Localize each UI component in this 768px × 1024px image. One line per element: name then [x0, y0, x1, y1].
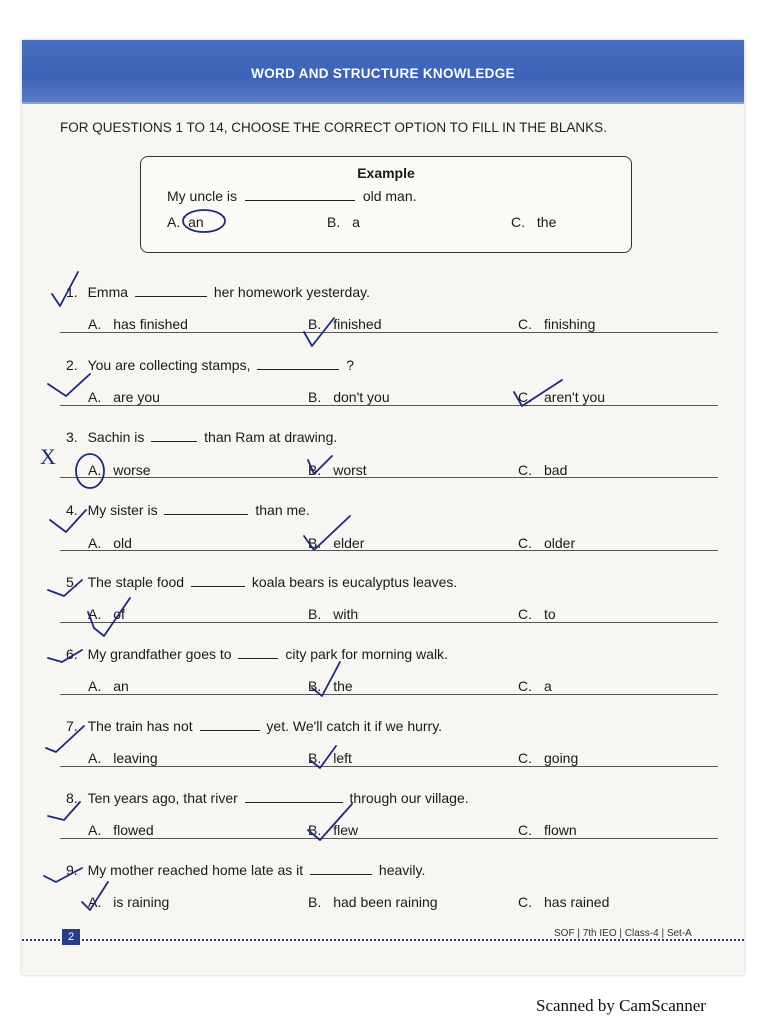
option-b[interactable]: [308, 750, 352, 766]
question-end: her homework yesterday.: [213, 284, 370, 300]
question-number: 2.: [66, 357, 78, 373]
option-a[interactable]: [88, 822, 154, 838]
question-9: [66, 862, 726, 934]
option-text: to: [544, 606, 556, 622]
option-letter: A.: [88, 535, 102, 551]
question-number: 5.: [66, 574, 78, 590]
option-text: a: [352, 214, 360, 230]
question-start: My sister is: [87, 502, 158, 518]
option-a[interactable]: [88, 894, 169, 910]
option-letter: C.: [518, 606, 532, 622]
question-end: than Ram at drawing.: [204, 429, 338, 445]
option-letter: C.: [518, 535, 532, 551]
option-letter: B.: [308, 894, 322, 910]
question-end: city park for morning walk.: [285, 646, 448, 662]
option-c[interactable]: [518, 462, 567, 478]
option-b[interactable]: [308, 389, 390, 405]
question-start: The train has not: [87, 718, 193, 734]
option-letter: C.: [518, 894, 532, 910]
option-a[interactable]: [88, 678, 129, 694]
option-a[interactable]: [88, 316, 188, 332]
option-text: is raining: [113, 894, 170, 910]
question-7: [66, 718, 726, 790]
option-letter: A.: [88, 822, 102, 838]
option-letter: A.: [88, 894, 102, 910]
option-text: leaving: [113, 750, 158, 766]
example-question-start: My uncle is: [167, 188, 238, 204]
divider: [60, 838, 718, 839]
question-text: [66, 502, 310, 518]
example-option-c: [511, 214, 556, 230]
option-text: an: [113, 678, 129, 694]
answer-blank: [200, 718, 260, 731]
option-text: aren't you: [544, 389, 606, 405]
option-a[interactable]: [88, 462, 151, 478]
option-letter: B.: [308, 462, 322, 478]
example-option-a: [167, 214, 204, 230]
question-text: [66, 646, 448, 662]
option-letter: A.: [88, 678, 102, 694]
example-question-end: old man.: [362, 188, 417, 204]
question-end: through our village.: [349, 790, 469, 806]
option-letter: A.: [88, 462, 102, 478]
question-6: [66, 646, 726, 718]
question-number: 7.: [66, 718, 78, 734]
option-c[interactable]: [518, 389, 605, 405]
option-a[interactable]: [88, 606, 125, 622]
option-letter: A.: [88, 750, 102, 766]
example-box: [140, 156, 632, 253]
question-text: [66, 574, 457, 590]
question-number: 3.: [66, 429, 78, 445]
question-number: 1.: [66, 284, 78, 300]
question-number: 9.: [66, 862, 78, 878]
divider: [60, 550, 718, 551]
option-text: elder: [333, 535, 365, 551]
question-8: [66, 790, 726, 862]
option-text: the: [333, 678, 353, 694]
answer-blank: [191, 574, 245, 587]
answer-blank: [257, 357, 339, 370]
option-c[interactable]: [518, 750, 578, 766]
question-start: Ten years ago, that river: [87, 790, 238, 806]
question-number: 6.: [66, 646, 78, 662]
answer-blank: [164, 502, 248, 515]
option-letter: A.: [88, 389, 102, 405]
worksheet-page: [22, 40, 744, 975]
question-end: koala bears is eucalyptus leaves.: [251, 574, 458, 590]
option-text: flew: [333, 822, 359, 838]
option-letter: C.: [518, 678, 532, 694]
divider: [60, 694, 718, 695]
question-number: 8.: [66, 790, 78, 806]
option-b[interactable]: [308, 316, 382, 332]
question-4: [66, 502, 726, 574]
divider: [60, 477, 718, 478]
option-text: going: [544, 750, 579, 766]
divider: [60, 332, 718, 333]
question-text: [66, 429, 337, 445]
option-letter: A.: [167, 214, 181, 230]
answer-blank: [245, 790, 343, 803]
question-end: yet. We'll catch it if we hurry.: [266, 718, 443, 734]
option-text: flowed: [113, 822, 154, 838]
answer-blank: [245, 188, 355, 201]
answer-blank: [151, 429, 197, 442]
option-letter: B.: [308, 750, 322, 766]
question-number: 4.: [66, 502, 78, 518]
option-c[interactable]: [518, 822, 577, 838]
question-text: [66, 357, 354, 373]
option-c[interactable]: [518, 606, 556, 622]
option-text: had been raining: [333, 894, 438, 910]
option-text: with: [333, 606, 359, 622]
option-letter: A.: [88, 606, 102, 622]
option-text: finished: [333, 316, 382, 332]
option-b[interactable]: [308, 535, 364, 551]
option-b[interactable]: [308, 822, 358, 838]
option-text: don't you: [333, 389, 390, 405]
option-text: has finished: [113, 316, 188, 332]
option-b[interactable]: [308, 606, 358, 622]
answer-blank: [310, 862, 372, 875]
option-text: worst: [333, 462, 367, 478]
question-start: The staple food: [87, 574, 185, 590]
question-text: [66, 284, 370, 300]
answer-blank: [238, 646, 278, 659]
question-3: [66, 429, 726, 501]
example-question: [167, 188, 417, 204]
option-letter: B.: [308, 389, 322, 405]
instructions: FOR QUESTIONS 1 TO 14, CHOOSE THE CORRECT OPTION TO FILL IN THE BLANKS.: [60, 120, 607, 135]
option-letter: C.: [518, 750, 532, 766]
option-b[interactable]: [308, 678, 353, 694]
option-letter: C.: [518, 462, 532, 478]
option-text: a: [544, 678, 552, 694]
section-title: WORD AND STRUCTURE KNOWLEDGE: [251, 66, 515, 81]
option-letter: C.: [518, 316, 532, 332]
option-letter: C.: [511, 214, 525, 230]
divider: [60, 405, 718, 406]
option-a[interactable]: [88, 750, 158, 766]
question-start: Sachin is: [87, 429, 145, 445]
divider: [60, 622, 718, 623]
option-text: are you: [113, 389, 160, 405]
question-text: [66, 862, 425, 878]
option-text: flown: [544, 822, 577, 838]
option-text: an: [188, 214, 204, 230]
option-text: finishing: [544, 316, 596, 332]
example-option-b: [327, 214, 360, 230]
option-c[interactable]: [518, 535, 575, 551]
option-letter: B.: [308, 535, 322, 551]
question-start: Emma: [87, 284, 129, 300]
divider: [60, 766, 718, 767]
question-end: than me.: [255, 502, 310, 518]
section-banner: [22, 40, 744, 104]
option-c[interactable]: [518, 316, 595, 332]
question-start: You are collecting stamps,: [87, 357, 251, 373]
option-text: older: [544, 535, 576, 551]
option-a[interactable]: [88, 535, 132, 551]
option-text: old: [113, 535, 132, 551]
cross-mark: X: [40, 444, 56, 469]
option-text: bad: [544, 462, 568, 478]
option-text: has rained: [544, 894, 610, 910]
question-1: [66, 284, 726, 356]
question-end: ?: [346, 357, 355, 373]
question-2: [66, 357, 726, 429]
option-c[interactable]: [518, 894, 609, 910]
page-number: 2: [62, 929, 80, 945]
option-b[interactable]: [308, 894, 438, 910]
option-a[interactable]: [88, 389, 160, 405]
question-end: heavily.: [378, 862, 426, 878]
option-letter: B.: [308, 316, 322, 332]
footer-label: SOF | 7th IEO | Class-4 | Set-A: [550, 928, 696, 939]
option-text: the: [536, 214, 557, 230]
option-letter: C.: [518, 389, 532, 405]
option-text: left: [333, 750, 352, 766]
option-letter: B.: [308, 606, 322, 622]
option-letter: B.: [327, 214, 341, 230]
question-5: [66, 574, 726, 646]
question-start: My mother reached home late as it: [87, 862, 304, 878]
option-letter: B.: [308, 822, 322, 838]
option-b[interactable]: [308, 462, 367, 478]
option-letter: A.: [88, 316, 102, 332]
scanner-watermark: Scanned by CamScanner: [536, 996, 706, 1015]
question-text: [66, 718, 442, 734]
example-title: Example: [357, 165, 415, 181]
question-start: My grandfather goes to: [87, 646, 232, 662]
option-letter: B.: [308, 678, 322, 694]
question-text: [66, 790, 469, 806]
option-c[interactable]: [518, 678, 552, 694]
option-letter: C.: [518, 822, 532, 838]
answer-blank: [135, 284, 207, 297]
footer-divider: [22, 939, 744, 941]
option-text: worse: [113, 462, 151, 478]
option-text: of: [113, 606, 125, 622]
